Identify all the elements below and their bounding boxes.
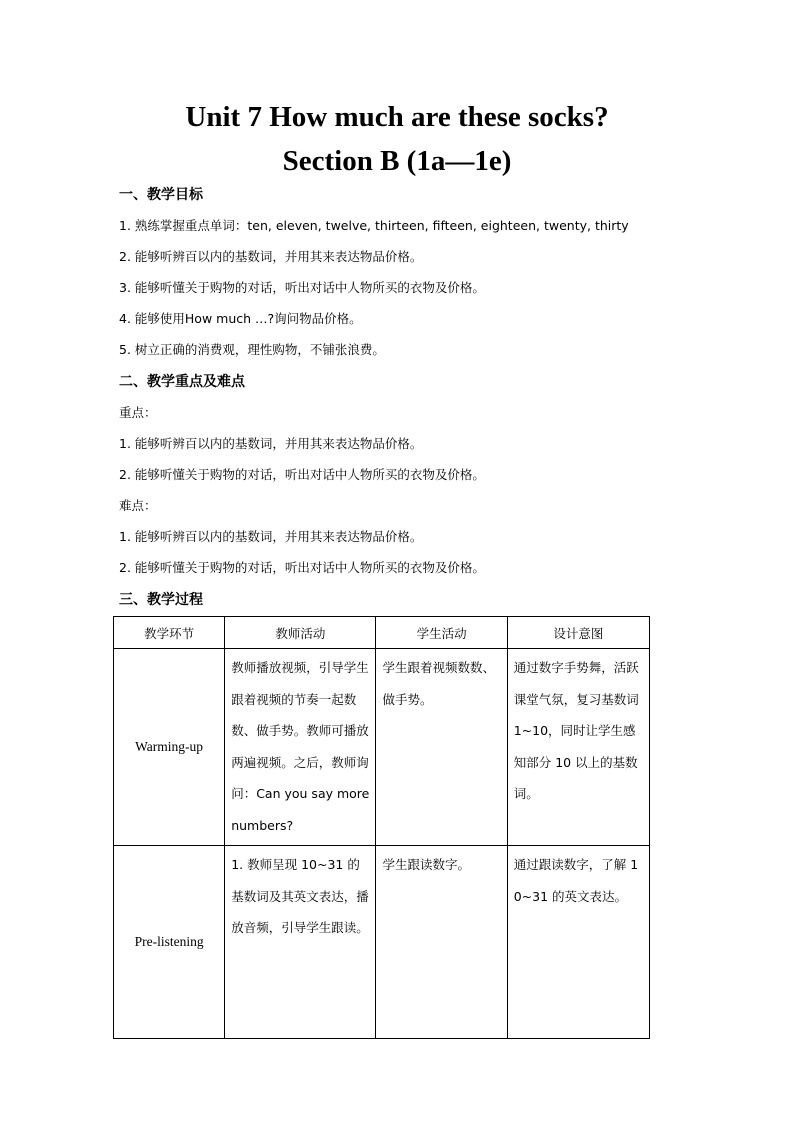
- student-activity-cell: 学生跟着视频数数、做手势。: [376, 649, 507, 846]
- teacher-activity-cell: 教师播放视频，引导学生跟着视频的节奏一起数数、做手势。教师可播放两遍视频。之后，教师询问：Can you say more numbers?: [225, 649, 376, 846]
- table-header-row: [114, 617, 650, 649]
- section-title: Section B (1a—1e): [282, 145, 512, 177]
- focus-item: 2. 能够听懂关于购物的对话，听出对话中人物所买的衣物及价格。: [119, 467, 485, 482]
- objectives-heading: 一、教学目标: [119, 187, 203, 203]
- key-points-heading: 二、教学重点及难点: [119, 374, 245, 390]
- student-activity-cell: 学生跟读数字。: [376, 846, 507, 1039]
- difficulty-item: 2. 能够听懂关于购物的对话，听出对话中人物所买的衣物及价格。: [119, 560, 485, 575]
- objective-item: 3. 能够听懂关于购物的对话，听出对话中人物所买的衣物及价格。: [119, 280, 485, 295]
- stage-cell: Warming-up: [114, 649, 225, 846]
- objective-item: 4. 能够使用How much …?询问物品价格。: [119, 311, 362, 326]
- table-row: [114, 846, 650, 1039]
- table-row: [114, 649, 650, 846]
- process-heading: 三、教学过程: [119, 592, 203, 608]
- difficulty-item: 1. 能够听辨百以内的基数词，并用其来表达物品价格。: [119, 529, 423, 544]
- teacher-activity-cell: 1. 教师呈现 10~31 的基数词及其英文表达，播放音频，引导学生跟读。: [225, 846, 376, 1039]
- objective-item: 2. 能够听辨百以内的基数词，并用其来表达物品价格。: [119, 249, 423, 264]
- header-stage: 教学环节: [114, 617, 225, 649]
- design-intent-cell: 通过数字手势舞，活跃课堂气氛，复习基数词 1~10，同时让学生感知部分 10 以上的基数词。: [507, 649, 649, 846]
- focus-label: 重点：: [119, 405, 157, 420]
- header-design-intent: 设计意图: [507, 617, 649, 649]
- stage-cell: Pre-listening: [114, 846, 225, 1039]
- difficulty-label: 难点：: [119, 498, 157, 513]
- header-teacher-activity: 教师活动: [225, 617, 376, 649]
- focus-item: 1. 能够听辨百以内的基数词，并用其来表达物品价格。: [119, 436, 423, 451]
- design-intent-cell: 通过跟读数字，了解 10~31 的英文表达。: [507, 846, 649, 1039]
- objective-item: 5. 树立正确的消费观，理性购物，不铺张浪费。: [119, 342, 385, 357]
- unit-title: Unit 7 How much are these socks?: [185, 101, 609, 133]
- header-student-activity: 学生活动: [376, 617, 507, 649]
- teaching-process-table: [113, 616, 650, 1039]
- objective-item: 1. 熟练掌握重点单词：ten, eleven, twelve, thirteen, fifteen, eighteen, twenty, thirty: [119, 218, 629, 233]
